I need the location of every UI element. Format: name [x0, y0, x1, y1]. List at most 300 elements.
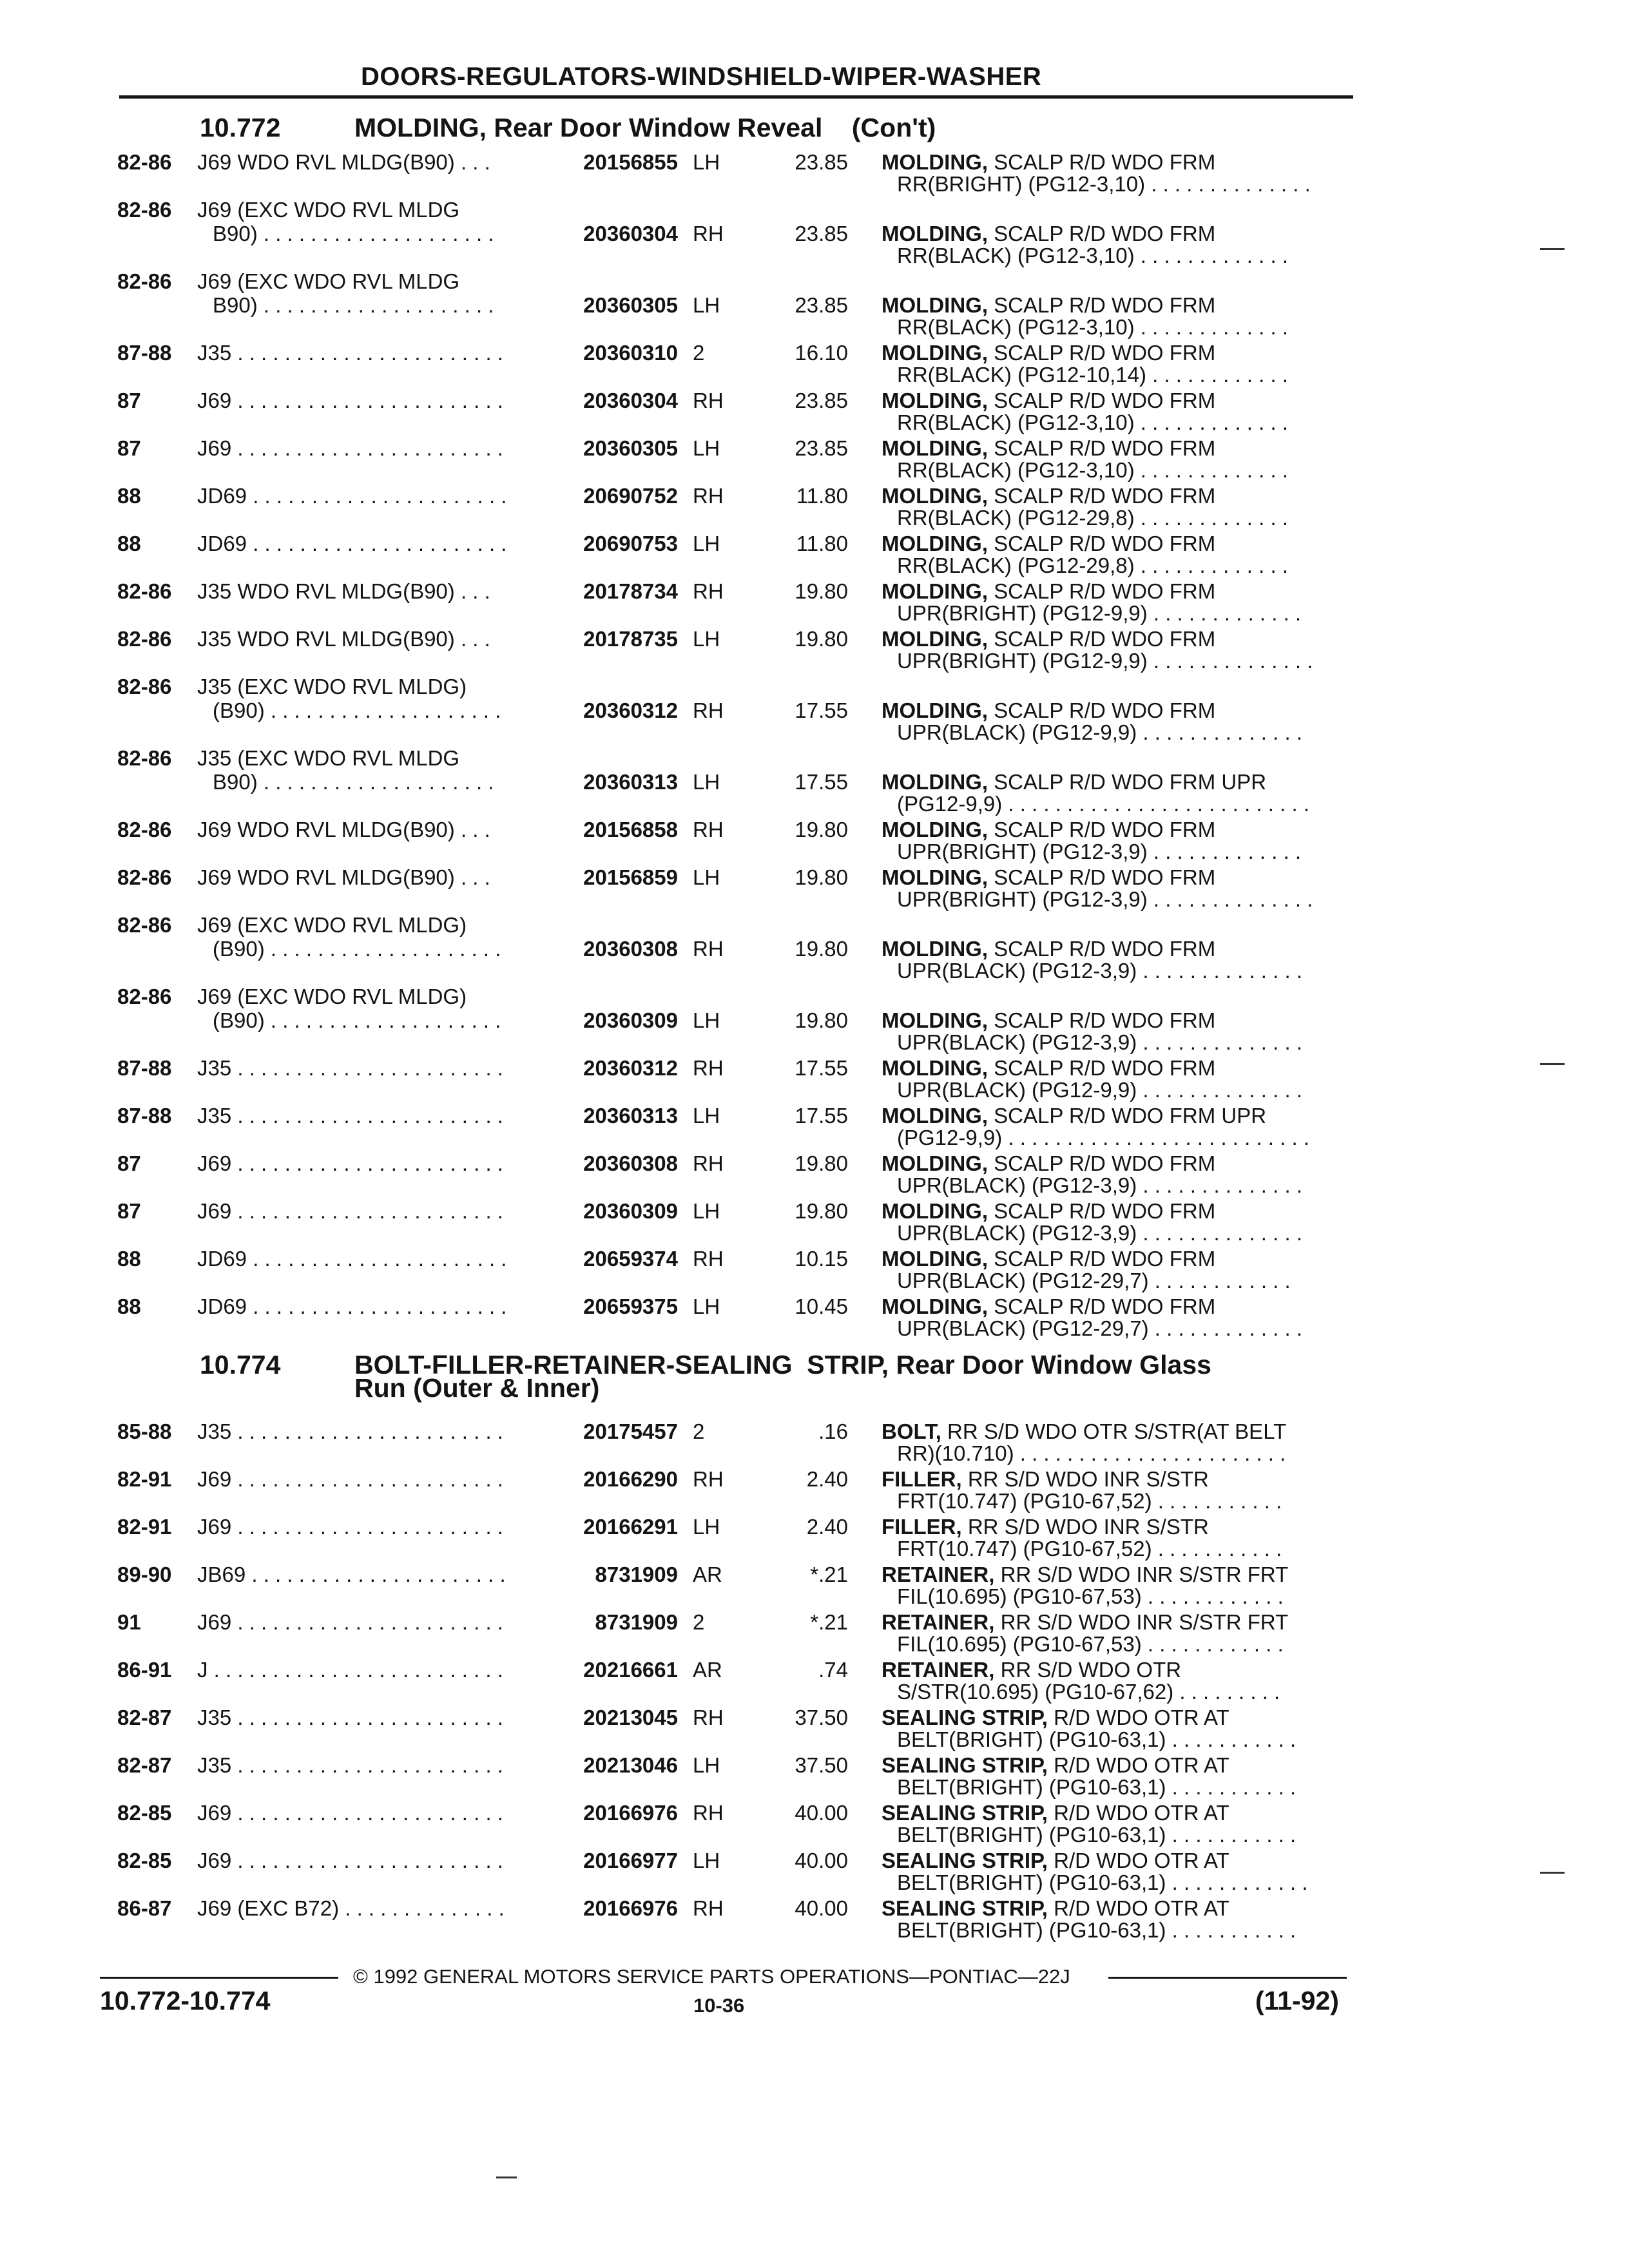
- part-name: MOLDING,: [882, 1151, 988, 1175]
- part-detail: SCALP R/D WDO FRM: [987, 937, 1216, 961]
- description-line-2: BELT(BRIGHT) (PG10-63,1) . . . . . . . . . . .: [897, 1727, 1296, 1751]
- part-detail: R/D WDO OTR AT: [1047, 1896, 1229, 1920]
- unit-price: .16: [818, 1419, 848, 1443]
- model-years: 82-85: [117, 1849, 172, 1872]
- parts-row: [0, 389, 1629, 436]
- description-line-2: UPR(BLACK) (PG12-9,9) . . . . . . . . . . . . . .: [897, 1078, 1302, 1102]
- part-detail: RR S/D WDO INR S/STR: [961, 1467, 1209, 1491]
- unit-price: 23.85: [795, 222, 848, 245]
- unit-price: 17.55: [795, 1104, 848, 1128]
- part-detail: SCALP R/D WDO FRM: [987, 818, 1216, 841]
- application: J69 . . . . . . . . . . . . . . . . . . . . . . .: [197, 389, 503, 412]
- description-line-2: UPR(BRIGHT) (PG12-9,9) . . . . . . . . . . . . . .: [897, 649, 1313, 673]
- parts-row: [0, 341, 1629, 389]
- unit-price: 10.45: [795, 1294, 848, 1318]
- part-name: MOLDING,: [882, 627, 988, 651]
- unit-price: *.21: [810, 1562, 848, 1586]
- unit-price: 23.85: [795, 436, 848, 460]
- part-name: MOLDING,: [882, 222, 988, 245]
- part-name: SEALING STRIP,: [882, 1801, 1048, 1825]
- application: J35 WDO RVL MLDG(B90) . . .: [197, 579, 490, 603]
- description-line-1: [882, 627, 1215, 651]
- part-number: 20156859: [583, 865, 678, 889]
- unit-price: 19.80: [795, 579, 848, 603]
- part-name: MOLDING,: [882, 150, 988, 174]
- part-number: 20156855: [583, 150, 678, 174]
- model-years: 82-86: [117, 269, 172, 293]
- parts-row: [0, 269, 1629, 339]
- description-line-1: [882, 1849, 1229, 1872]
- part-detail: SCALP R/D WDO FRM: [987, 627, 1216, 651]
- model-years: 82-85: [117, 1801, 172, 1825]
- part-name: SEALING STRIP,: [882, 1706, 1048, 1729]
- parts-row: [0, 532, 1629, 579]
- part-name: MOLDING,: [882, 770, 988, 794]
- description-line-1: [882, 865, 1215, 889]
- description-line-1: [882, 293, 1215, 317]
- unit-price: 11.80: [796, 484, 848, 508]
- quantity: LH: [693, 1294, 720, 1318]
- description-line-1: [882, 1247, 1215, 1271]
- part-detail: SCALP R/D WDO FRM: [987, 436, 1216, 460]
- unit-price: .74: [818, 1658, 848, 1682]
- part-number: 20360305: [583, 293, 678, 317]
- parts-row: [0, 1896, 1629, 1944]
- part-name: SEALING STRIP,: [882, 1753, 1048, 1777]
- part-name: MOLDING,: [882, 293, 988, 317]
- unit-price: 19.80: [795, 865, 848, 889]
- part-detail: RR S/D WDO OTR: [994, 1658, 1182, 1682]
- part-name: RETAINER,: [882, 1610, 995, 1634]
- part-name: MOLDING,: [882, 1247, 988, 1271]
- parts-row: [0, 818, 1629, 865]
- description-line-1: [882, 532, 1215, 555]
- quantity: LH: [693, 770, 720, 794]
- quantity: LH: [693, 1008, 720, 1032]
- parts-row: [0, 484, 1629, 532]
- application: J35 (EXC WDO RVL MLDG): [197, 675, 467, 698]
- quantity: 2: [693, 341, 705, 365]
- description-line-1: [882, 1008, 1215, 1032]
- model-years: 87: [117, 436, 141, 460]
- part-number: 20360312: [583, 698, 678, 722]
- unit-price: 10.15: [795, 1247, 848, 1271]
- quantity: LH: [693, 436, 720, 460]
- part-detail: SCALP R/D WDO FRM: [987, 293, 1216, 317]
- description-line-2: UPR(BLACK) (PG12-3,9) . . . . . . . . . . . . . .: [897, 1221, 1302, 1245]
- part-detail: R/D WDO OTR AT: [1047, 1706, 1229, 1729]
- description-line-2: RR(BLACK) (PG12-3,10) . . . . . . . . . . . . .: [897, 458, 1288, 482]
- section-title: MOLDING, Rear Door Window Reveal (Con't): [354, 113, 936, 142]
- unit-price: 23.85: [795, 293, 848, 317]
- part-name: RETAINER,: [882, 1658, 995, 1682]
- application: J35 WDO RVL MLDG(B90) . . .: [197, 627, 490, 651]
- part-number: 20360308: [583, 937, 678, 961]
- part-detail: SCALP R/D WDO FRM: [987, 1008, 1216, 1032]
- application: JD69 . . . . . . . . . . . . . . . . . . . . . .: [197, 1294, 507, 1318]
- quantity: RH: [693, 1056, 724, 1080]
- part-name: MOLDING,: [882, 937, 988, 961]
- quantity: LH: [693, 1515, 720, 1539]
- part-name: MOLDING,: [882, 1294, 988, 1318]
- application: J35 . . . . . . . . . . . . . . . . . . . . . . .: [197, 1706, 503, 1729]
- part-detail: RR S/D WDO OTR S/STR(AT BELT: [941, 1419, 1287, 1443]
- unit-price: 40.00: [795, 1801, 848, 1825]
- part-name: FILLER,: [882, 1515, 962, 1539]
- parts-row: [0, 1467, 1629, 1515]
- parts-row: [0, 1294, 1629, 1342]
- unit-price: 19.80: [795, 1008, 848, 1032]
- part-number: 20213045: [583, 1706, 678, 1729]
- footer-rule-left: [100, 1977, 338, 1979]
- part-detail: SCALP R/D WDO FRM: [987, 532, 1216, 555]
- part-number: 8731909: [595, 1562, 678, 1586]
- application: J69 WDO RVL MLDG(B90) . . .: [197, 150, 490, 174]
- model-years: 82-86: [117, 818, 172, 841]
- quantity: LH: [693, 865, 720, 889]
- part-name: MOLDING,: [882, 579, 988, 603]
- footer-page-number: 10-36: [693, 1994, 745, 2017]
- part-number: 20360308: [583, 1151, 678, 1175]
- part-name: MOLDING,: [882, 865, 988, 889]
- model-years: 87: [117, 1151, 141, 1175]
- part-detail: SCALP R/D WDO FRM UPR: [987, 1104, 1267, 1128]
- footer-rule-right: [1108, 1977, 1347, 1979]
- unit-price: 37.50: [795, 1706, 848, 1729]
- margin-mark: [1540, 1872, 1565, 1874]
- parts-row: [0, 627, 1629, 675]
- parts-row: [0, 985, 1629, 1054]
- unit-price: 19.80: [795, 937, 848, 961]
- quantity: LH: [693, 627, 720, 651]
- parts-row: [0, 746, 1629, 816]
- model-years: 88: [117, 532, 141, 555]
- application: J69 WDO RVL MLDG(B90) . . .: [197, 865, 490, 889]
- part-name: MOLDING,: [882, 1008, 988, 1032]
- part-number: 20690752: [583, 484, 678, 508]
- quantity: 2: [693, 1419, 705, 1443]
- description-line-2: FRT(10.747) (PG10-67,52) . . . . . . . . . . .: [897, 1537, 1282, 1561]
- quantity: 2: [693, 1610, 705, 1634]
- application: (B90) . . . . . . . . . . . . . . . . . . . .: [213, 1008, 501, 1032]
- description-line-1: [882, 222, 1215, 245]
- model-years: 85-88: [117, 1419, 172, 1443]
- unit-price: 11.80: [796, 532, 848, 555]
- application: J69 . . . . . . . . . . . . . . . . . . . . . . .: [197, 1151, 503, 1175]
- description-line-2: BELT(BRIGHT) (PG10-63,1) . . . . . . . . . . .: [897, 1823, 1296, 1847]
- description-line-1: [882, 1467, 1209, 1491]
- description-line-2: FIL(10.695) (PG10-67,53) . . . . . . . . . . . .: [897, 1584, 1284, 1608]
- part-name: MOLDING,: [882, 341, 988, 365]
- parts-row: [0, 1849, 1629, 1896]
- margin-mark: [496, 2177, 517, 2178]
- parts-row: [0, 1706, 1629, 1753]
- part-number: 20360310: [583, 341, 678, 365]
- part-detail: RR S/D WDO INR S/STR: [961, 1515, 1209, 1539]
- margin-mark: [1540, 1063, 1565, 1065]
- section-heading: [200, 115, 1360, 143]
- part-number: 20175457: [583, 1419, 678, 1443]
- part-detail: SCALP R/D WDO FRM: [987, 1294, 1216, 1318]
- model-years: 87-88: [117, 1104, 172, 1128]
- description-line-2: UPR(BLACK) (PG12-29,7) . . . . . . . . . . . .: [897, 1269, 1291, 1293]
- model-years: 88: [117, 1247, 141, 1271]
- parts-row: [0, 865, 1629, 913]
- description-line-1: [882, 698, 1215, 722]
- application: JB69 . . . . . . . . . . . . . . . . . . . . . .: [197, 1562, 506, 1586]
- model-years: 87-88: [117, 341, 172, 365]
- part-detail: RR S/D WDO INR S/STR FRT: [994, 1562, 1289, 1586]
- quantity: RH: [693, 1706, 724, 1729]
- description-line-1: [882, 436, 1215, 460]
- parts-row: [0, 1151, 1629, 1199]
- application: J69 (EXC WDO RVL MLDG): [197, 913, 467, 937]
- application: JD69 . . . . . . . . . . . . . . . . . . . . . .: [197, 484, 507, 508]
- model-years: 82-87: [117, 1753, 172, 1777]
- part-name: MOLDING,: [882, 1104, 988, 1128]
- application: (B90) . . . . . . . . . . . . . . . . . . . .: [213, 698, 501, 722]
- description-line-1: [882, 389, 1215, 412]
- application: J69 WDO RVL MLDG(B90) . . .: [197, 818, 490, 841]
- part-name: MOLDING,: [882, 389, 988, 412]
- application: J . . . . . . . . . . . . . . . . . . . . . . . . .: [197, 1658, 503, 1682]
- section-number: 10.772: [200, 113, 281, 142]
- application: JD69 . . . . . . . . . . . . . . . . . . . . . .: [197, 532, 507, 555]
- part-name: MOLDING,: [882, 436, 988, 460]
- part-name: MOLDING,: [882, 484, 988, 508]
- margin-mark: [1540, 248, 1565, 250]
- part-name: SEALING STRIP,: [882, 1849, 1048, 1872]
- description-line-1: [882, 937, 1215, 961]
- part-detail: R/D WDO OTR AT: [1047, 1849, 1229, 1872]
- part-name: MOLDING,: [882, 1056, 988, 1080]
- page-header-title: DOORS-REGULATORS-WINDSHIELD-WIPER-WASHER: [361, 62, 1042, 91]
- parts-row: [0, 1562, 1629, 1610]
- description-line-1: [882, 579, 1215, 603]
- unit-price: 19.80: [795, 1199, 848, 1223]
- application: B90) . . . . . . . . . . . . . . . . . . . .: [213, 770, 494, 794]
- model-years: 82-86: [117, 627, 172, 651]
- part-detail: R/D WDO OTR AT: [1047, 1753, 1229, 1777]
- parts-row: [0, 150, 1629, 198]
- parts-row: [0, 1247, 1629, 1294]
- application: J69 (EXC WDO RVL MLDG): [197, 985, 467, 1008]
- unit-price: *.21: [810, 1610, 848, 1634]
- description-line-1: [882, 1419, 1286, 1443]
- model-years: 82-86: [117, 913, 172, 937]
- footer-revision-date: (11-92): [1255, 1986, 1339, 2015]
- part-number: 20213046: [583, 1753, 678, 1777]
- description-line-1: [882, 484, 1215, 508]
- description-line-2: UPR(BLACK) (PG12-9,9) . . . . . . . . . . . . . .: [897, 720, 1302, 744]
- part-number: 20360312: [583, 1056, 678, 1080]
- application: J69 . . . . . . . . . . . . . . . . . . . . . . .: [197, 1515, 503, 1539]
- parts-row: [0, 1753, 1629, 1801]
- parts-row: [0, 913, 1629, 983]
- unit-price: 40.00: [795, 1896, 848, 1920]
- description-line-1: [882, 1199, 1215, 1223]
- application: JD69 . . . . . . . . . . . . . . . . . . . . . .: [197, 1247, 507, 1271]
- description-line-2: FIL(10.695) (PG10-67,53) . . . . . . . . . . . .: [897, 1632, 1284, 1656]
- application: J35 (EXC WDO RVL MLDG: [197, 746, 460, 770]
- quantity: LH: [693, 293, 720, 317]
- part-number: 20166290: [583, 1467, 678, 1491]
- part-detail: SCALP R/D WDO FRM: [987, 1199, 1216, 1223]
- description-line-2: RR(BLACK) (PG12-3,10) . . . . . . . . . . . . .: [897, 244, 1288, 267]
- model-years: 82-91: [117, 1515, 172, 1539]
- quantity: LH: [693, 150, 720, 174]
- model-years: 82-91: [117, 1467, 172, 1491]
- quantity: RH: [693, 1467, 724, 1491]
- unit-price: 17.55: [795, 1056, 848, 1080]
- description-line-2: RR(BLACK) (PG12-3,10) . . . . . . . . . . . . .: [897, 410, 1288, 434]
- part-name: MOLDING,: [882, 698, 988, 722]
- parts-row: [0, 1419, 1629, 1467]
- application: J69 . . . . . . . . . . . . . . . . . . . . . . .: [197, 1199, 503, 1223]
- part-detail: SCALP R/D WDO FRM: [987, 1056, 1216, 1080]
- part-detail: SCALP R/D WDO FRM: [987, 865, 1216, 889]
- parts-row: [0, 579, 1629, 627]
- model-years: 88: [117, 1294, 141, 1318]
- part-number: 20360309: [583, 1008, 678, 1032]
- unit-price: 23.85: [795, 150, 848, 174]
- quantity: RH: [693, 1896, 724, 1920]
- part-number: 20360304: [583, 389, 678, 412]
- part-number: 20178735: [583, 627, 678, 651]
- description-line-2: RR(BLACK) (PG12-10,14) . . . . . . . . . . . .: [897, 363, 1289, 387]
- part-detail: SCALP R/D WDO FRM: [987, 1151, 1216, 1175]
- description-line-1: [882, 818, 1215, 841]
- quantity: LH: [693, 1199, 720, 1223]
- part-number: 20360313: [583, 770, 678, 794]
- application: J35 . . . . . . . . . . . . . . . . . . . . . . .: [197, 1419, 503, 1443]
- application: B90) . . . . . . . . . . . . . . . . . . . .: [213, 222, 494, 245]
- description-line-1: [882, 770, 1266, 794]
- model-years: 82-86: [117, 985, 172, 1008]
- unit-price: 19.80: [795, 818, 848, 841]
- part-detail: SCALP R/D WDO FRM: [987, 484, 1216, 508]
- model-years: 87: [117, 389, 141, 412]
- parts-row: [0, 1801, 1629, 1849]
- part-name: RETAINER,: [882, 1562, 995, 1586]
- quantity: RH: [693, 389, 724, 412]
- quantity: RH: [693, 484, 724, 508]
- description-line-2: RR(BRIGHT) (PG12-3,10) . . . . . . . . . . . . . .: [897, 172, 1311, 196]
- model-years: 86-91: [117, 1658, 172, 1682]
- part-number: 20360305: [583, 436, 678, 460]
- unit-price: 17.55: [795, 698, 848, 722]
- part-detail: SCALP R/D WDO FRM: [987, 389, 1216, 412]
- application: J69 . . . . . . . . . . . . . . . . . . . . . . .: [197, 1849, 503, 1872]
- application: (B90) . . . . . . . . . . . . . . . . . . . .: [213, 937, 501, 961]
- part-number: 20360309: [583, 1199, 678, 1223]
- section-heading: [200, 1352, 1360, 1410]
- description-line-2: (PG12-9,9) . . . . . . . . . . . . . . . . . . . . . . . . . .: [897, 1126, 1309, 1149]
- part-detail: SCALP R/D WDO FRM: [987, 150, 1216, 174]
- quantity: RH: [693, 579, 724, 603]
- model-years: 82-86: [117, 198, 172, 222]
- description-line-2: RR)(10.710) . . . . . . . . . . . . . . . . . . . . . . .: [897, 1441, 1286, 1465]
- application: J69 . . . . . . . . . . . . . . . . . . . . . . .: [197, 1610, 503, 1634]
- unit-price: 37.50: [795, 1753, 848, 1777]
- unit-price: 2.40: [806, 1467, 848, 1491]
- unit-price: 19.80: [795, 627, 848, 651]
- application: J69 (EXC WDO RVL MLDG: [197, 198, 460, 222]
- description-line-1: [882, 1515, 1209, 1539]
- application: J69 . . . . . . . . . . . . . . . . . . . . . . .: [197, 1467, 503, 1491]
- part-name: MOLDING,: [882, 532, 988, 555]
- footer-copyright: © 1992 GENERAL MOTORS SERVICE PARTS OPERATIONS—PONTIAC—22J: [353, 1965, 1070, 1988]
- application: J69 . . . . . . . . . . . . . . . . . . . . . . .: [197, 1801, 503, 1825]
- quantity: LH: [693, 532, 720, 555]
- description-line-1: [882, 1104, 1266, 1128]
- part-number: 20216661: [583, 1658, 678, 1682]
- part-detail: SCALP R/D WDO FRM: [987, 341, 1216, 365]
- part-name: MOLDING,: [882, 818, 988, 841]
- description-line-1: [882, 1562, 1288, 1586]
- application: J35 . . . . . . . . . . . . . . . . . . . . . . .: [197, 1104, 503, 1128]
- part-detail: R/D WDO OTR AT: [1047, 1801, 1229, 1825]
- part-detail: RR S/D WDO INR S/STR FRT: [994, 1610, 1289, 1634]
- unit-price: 2.40: [806, 1515, 848, 1539]
- part-detail: SCALP R/D WDO FRM: [987, 698, 1216, 722]
- part-detail: SCALP R/D WDO FRM: [987, 222, 1216, 245]
- unit-price: 40.00: [795, 1849, 848, 1872]
- quantity: AR: [693, 1562, 722, 1586]
- quantity: LH: [693, 1849, 720, 1872]
- parts-row: [0, 436, 1629, 484]
- description-line-2: RR(BLACK) (PG12-29,8) . . . . . . . . . . . . .: [897, 506, 1288, 530]
- description-line-2: UPR(BLACK) (PG12-3,9) . . . . . . . . . . . . . .: [897, 1173, 1302, 1197]
- description-line-1: [882, 1658, 1181, 1682]
- application: J35 . . . . . . . . . . . . . . . . . . . . . . .: [197, 341, 503, 365]
- parts-row: [0, 198, 1629, 267]
- part-number: 20166976: [583, 1801, 678, 1825]
- part-number: 20166976: [583, 1896, 678, 1920]
- section-number: 10.774: [200, 1350, 281, 1379]
- model-years: 82-87: [117, 1706, 172, 1729]
- part-number: 20360313: [583, 1104, 678, 1128]
- part-number: 20360304: [583, 222, 678, 245]
- description-line-2: BELT(BRIGHT) (PG10-63,1) . . . . . . . . . . .: [897, 1775, 1296, 1799]
- quantity: RH: [693, 222, 724, 245]
- description-line-2: UPR(BLACK) (PG12-3,9) . . . . . . . . . . . . . .: [897, 1030, 1302, 1054]
- parts-row: [0, 1104, 1629, 1151]
- unit-price: 17.55: [795, 770, 848, 794]
- parts-row: [0, 1610, 1629, 1658]
- parts-row: [0, 1199, 1629, 1247]
- description-line-2: UPR(BRIGHT) (PG12-3,9) . . . . . . . . . . . . .: [897, 840, 1302, 863]
- model-years: 86-87: [117, 1896, 172, 1920]
- description-line-2: (PG12-9,9) . . . . . . . . . . . . . . . . . . . . . . . . . .: [897, 792, 1309, 816]
- part-number: 20178734: [583, 579, 678, 603]
- description-line-2: BELT(BRIGHT) (PG10-63,1) . . . . . . . . . . . .: [897, 1870, 1308, 1894]
- part-number: 20659375: [583, 1294, 678, 1318]
- part-name: FILLER,: [882, 1467, 962, 1491]
- application: J69 (EXC B72) . . . . . . . . . . . . . .: [197, 1896, 505, 1920]
- description-line-1: [882, 1056, 1215, 1080]
- quantity: RH: [693, 818, 724, 841]
- model-years: 82-86: [117, 675, 172, 698]
- description-line-1: [882, 1610, 1288, 1634]
- model-years: 91: [117, 1610, 141, 1634]
- model-years: 82-86: [117, 865, 172, 889]
- description-line-1: [882, 1706, 1229, 1729]
- unit-price: 19.80: [795, 1151, 848, 1175]
- part-number: 20659374: [583, 1247, 678, 1271]
- parts-row: [0, 1056, 1629, 1104]
- description-line-2: UPR(BRIGHT) (PG12-3,9) . . . . . . . . . . . . . .: [897, 887, 1313, 911]
